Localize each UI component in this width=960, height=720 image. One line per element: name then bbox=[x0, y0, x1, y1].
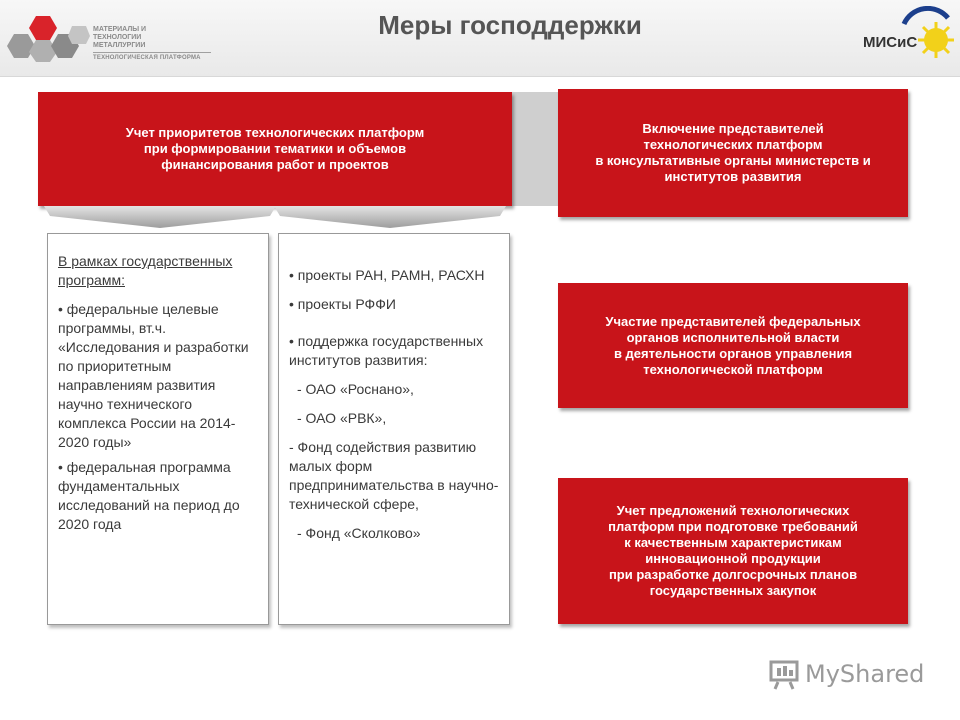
misis-label: МИСиС bbox=[863, 34, 918, 51]
main-measure-box bbox=[38, 92, 512, 206]
logo-line-2: ТЕХНОЛОГИИ bbox=[93, 34, 142, 41]
procurement-box bbox=[558, 478, 908, 624]
procurement-text: Учет предложений технологических платформ при подготовке требований к качественным характеристикам инновационной продукции при разработке долгосрочных планов государственных закупок bbox=[608, 503, 858, 598]
platform-logo-text bbox=[93, 26, 211, 62]
list-item: - Фонд содействия развитию малых форм предпринимательства в научно-технической сфере, bbox=[289, 439, 499, 512]
header-bar bbox=[0, 0, 960, 77]
connector-bar bbox=[512, 92, 558, 206]
main-measure-text: Учет приоритетов технологических платформ при формировании тематики и объемов финансирования работ и проектов bbox=[125, 125, 425, 172]
misis-logo-icon bbox=[896, 6, 956, 62]
watermark-text: MyShared bbox=[805, 660, 925, 688]
consultative-bodies-text: Включение представителей технологических платформ в консультативные органы министерств и институтов развития bbox=[595, 121, 871, 184]
list-item: - Фонд «Сколково» bbox=[297, 525, 421, 541]
federal-participation-box bbox=[558, 283, 908, 408]
list-item: • проекты РАН, РАМН, РАСХН bbox=[289, 267, 485, 283]
list-item: • поддержка государственных институтов развития: bbox=[289, 333, 484, 368]
logo-subtitle: ТЕХНОЛОГИЧЕСКАЯ ПЛАТФОРМА bbox=[93, 55, 201, 61]
page-title: Меры господдержки bbox=[378, 10, 642, 40]
middle-chevron-icon bbox=[274, 206, 506, 228]
panel-heading: В рамках государственных программ: bbox=[58, 253, 233, 288]
list-item: • проекты РФФИ bbox=[289, 296, 396, 312]
logo-line-3: МЕТАЛЛУРГИИ bbox=[93, 42, 146, 49]
list-item: - ОАО «РВК», bbox=[297, 410, 387, 426]
consultative-bodies-box bbox=[558, 89, 908, 217]
left-chevron-icon bbox=[44, 206, 276, 228]
federal-participation-text: Участие представителей федеральных органов исполнительной власти в деятельности органов управления технологической платформ bbox=[605, 313, 861, 377]
hexagon-logo-icon bbox=[6, 14, 90, 62]
list-item: • федеральные целевые программы, вт.ч. «Исследования и разработки по приоритетным направлениям развития научно технического комплекса России на 2014-2020 годы» bbox=[58, 301, 249, 450]
logo-line-1: МАТЕРИАЛЫ И bbox=[93, 26, 147, 33]
presentation-icon bbox=[768, 656, 802, 690]
list-item: • федеральная программа фундаментальных исследований на период до 2020 года bbox=[58, 459, 240, 532]
state-programs-panel bbox=[47, 233, 269, 625]
logo-rule bbox=[93, 52, 211, 53]
list-item: - ОАО «Роснано», bbox=[297, 381, 414, 397]
institutes-panel bbox=[278, 233, 510, 625]
